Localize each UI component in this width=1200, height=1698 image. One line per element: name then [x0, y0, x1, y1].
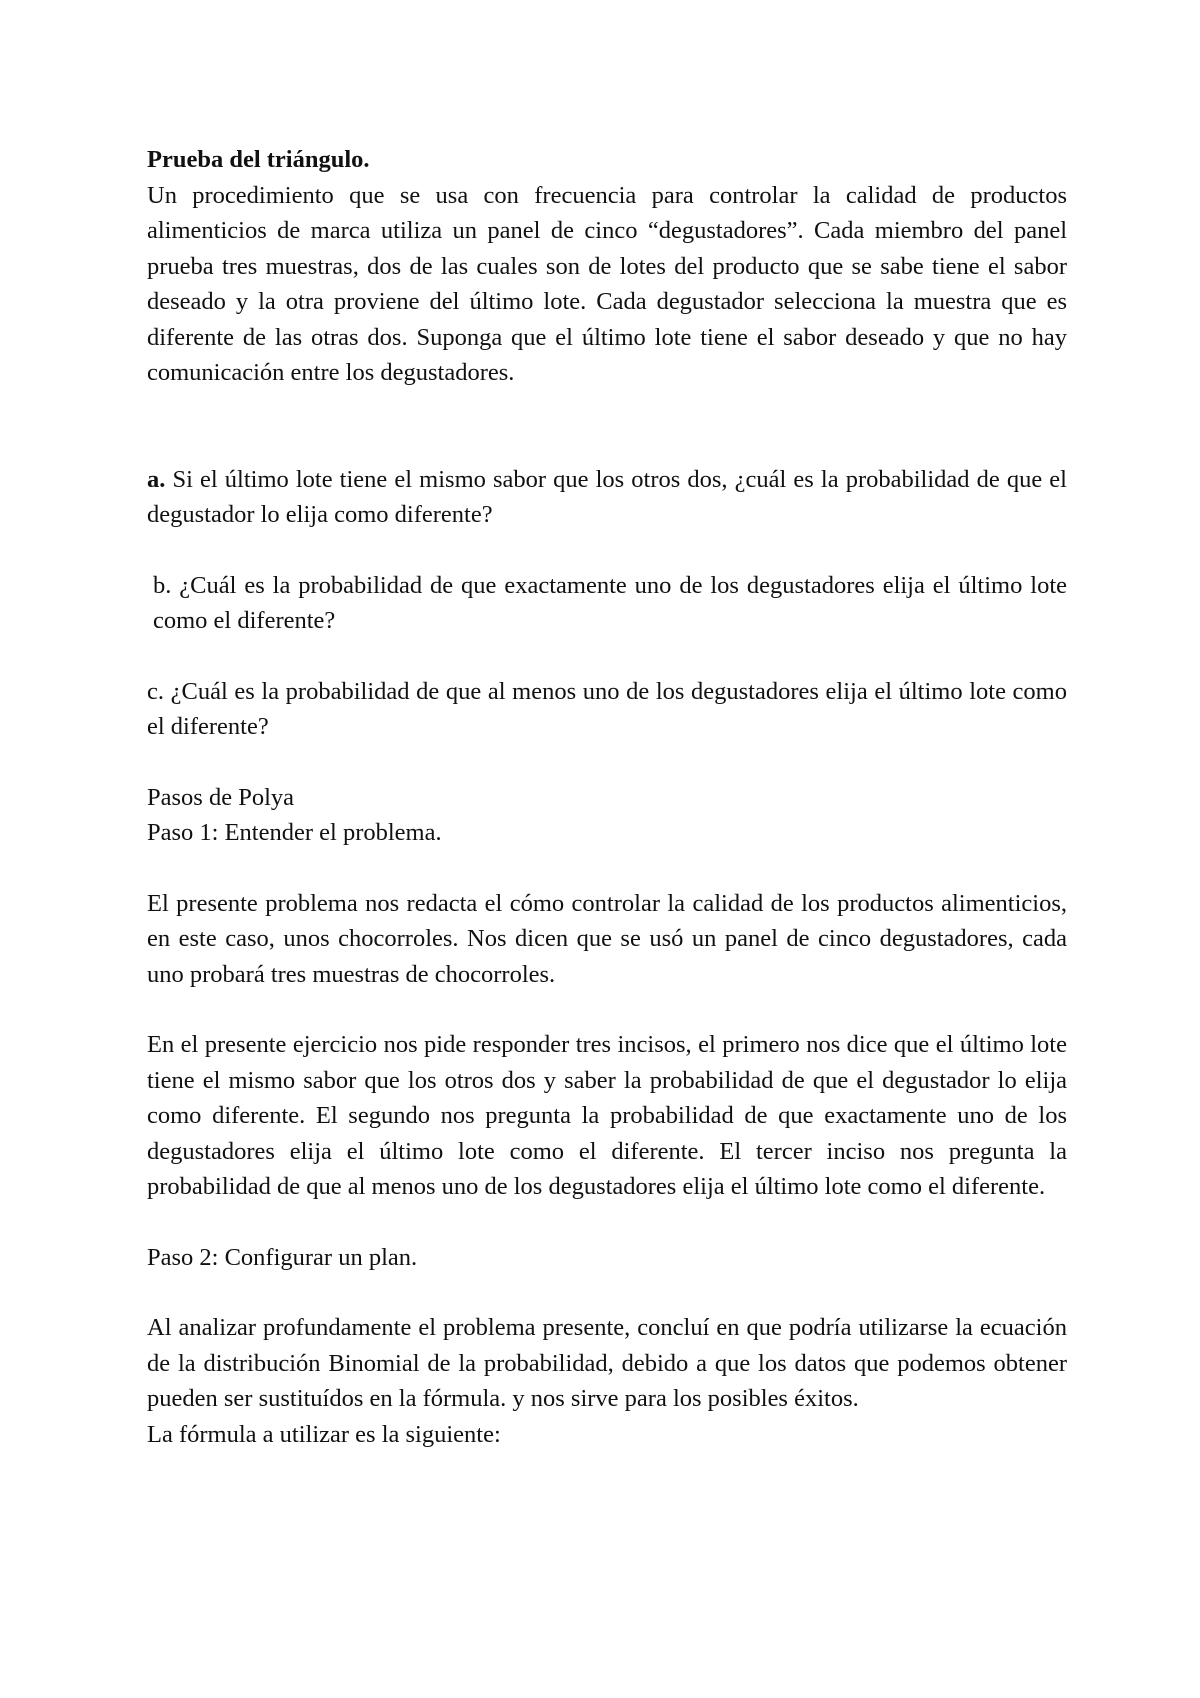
step2-heading: Paso 2: Configurar un plan.	[147, 1243, 418, 1271]
question-a-marker: a.	[147, 465, 166, 493]
step1-heading: Paso 1: Entender el problema.	[147, 819, 442, 846]
spacer	[147, 745, 1067, 780]
question-b: b. ¿Cuál es la probabilidad de que exactamente uno de los degustadores elija el último lote como el diferente?	[153, 571, 1067, 634]
spacer	[147, 533, 1067, 568]
spacer	[147, 1275, 1067, 1310]
step2-paragraph-2: La fórmula a utilizar es la siguiente:	[147, 1420, 501, 1448]
step2-paragraph-1: Al analizar profundamente el problema presente, concluí en que podría utilizarse la ecuación de la distribución Binomial de la probabilidad, debido a que los datos que podemos obtener pueden ser sustituídos en la fórmula. y nos sirve para los posibles éxitos.	[147, 1314, 1067, 1412]
spacer	[147, 639, 1067, 674]
spacer	[147, 992, 1067, 1027]
document-title: Prueba del triángulo.	[147, 146, 370, 173]
step1-paragraph-1: El presente problema nos redacta el cómo controlar la calidad de los productos alimenticios, en este caso, unos chocorroles. Nos dicen que se usó un panel de cinco degustadores, cada uno probará tres muestras de chocorroles.	[147, 889, 1067, 988]
question-a	[147, 462, 1067, 533]
step1-paragraph-2: En el presente ejercicio nos pide responder tres incisos, el primero nos dice que el último lote tiene el mismo sabor que los otros dos y saber la probabilidad de que el degustador lo elija como diferente. El segundo nos pregunta la probabilidad de que exactamente uno de los degustadores elija el último lote como el diferente. El tercer inciso nos pregunta la probabilidad de que al menos uno de los degustadores elija el último lote como el diferente.	[147, 1031, 1067, 1200]
question-c: c. ¿Cuál es la probabilidad de que al menos uno de los degustadores elija el último lote como el diferente?	[147, 677, 1067, 740]
spacer	[147, 391, 1067, 462]
intro-paragraph: Un procedimiento que se usa con frecuencia para controlar la calidad de productos alimenticios de marca utiliza un panel de cinco “degustadores”. Cada miembro del panel prueba tres muestras, dos de las cuales son de lotes del producto que se sabe tiene el sabor deseado y la otra proviene del último lote. Cada degustador selecciona la muestra que es diferente de las otras dos. Suponga que el último lote tiene el sabor deseado y que no hay comunicación entre los degustadores.	[147, 181, 1067, 386]
spacer	[147, 851, 1067, 886]
polya-heading: Pasos de Polya	[147, 783, 294, 811]
document-body	[147, 142, 1067, 1452]
question-a-text: Si el último lote tiene el mismo sabor que los otros dos, ¿cuál es la probabilidad de que el degustador lo elija como diferente?	[147, 465, 1067, 528]
spacer	[147, 1205, 1067, 1240]
